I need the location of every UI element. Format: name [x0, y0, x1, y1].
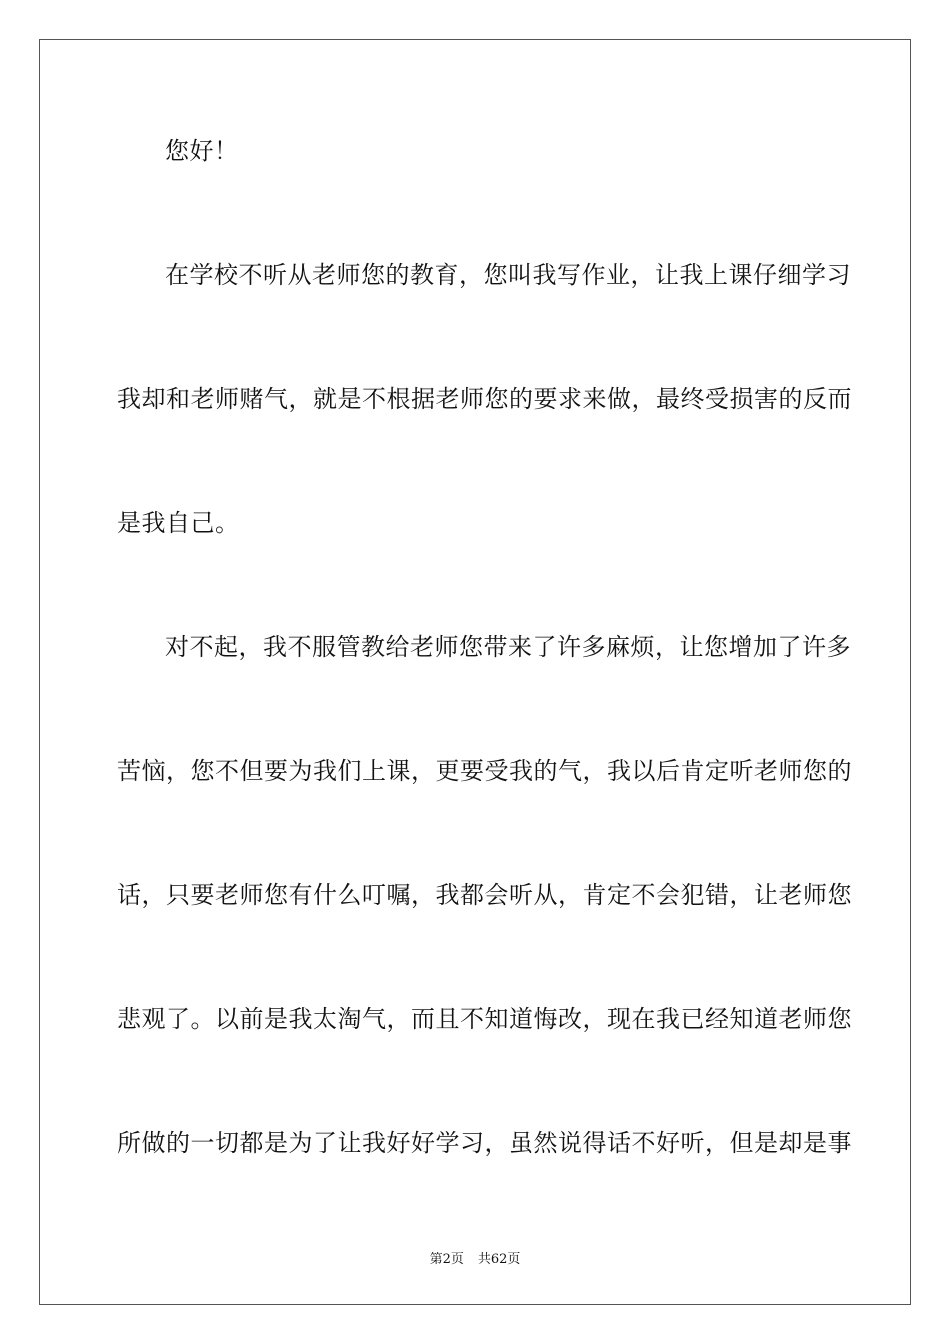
paragraph-2-line-2: 苦恼，您不但要为我们上课，更要受我的气，我以后肯定听老师您的 [117, 757, 852, 785]
page-total: 共62页 [477, 1252, 521, 1267]
paragraph-2-line-3: 话，只要老师您有什么叮嘱，我都会听从，肯定不会犯错，让老师您 [117, 881, 852, 909]
paragraph-1-line-2: 我却和老师赌气，就是不根据老师您的要求来做，最终受损害的反而 [117, 385, 852, 413]
greeting-line: 您好！ [165, 137, 239, 165]
paragraph-1-line-1: 在学校不听从老师您的教育，您叫我写作业，让我上课仔细学习 [165, 261, 851, 289]
page-number: 第2页 [429, 1252, 464, 1267]
paragraph-1-line-3: 是我自己。 [117, 509, 240, 537]
page-footer [0, 1248, 950, 1267]
paragraph-2-line-5: 所做的一切都是为了让我好好学习，虽然说得话不好听，但是却是事 [117, 1129, 852, 1157]
page-border [39, 39, 911, 1305]
paragraph-2-line-4: 悲观了。以前是我太淘气，而且不知道悔改，现在我已经知道老师您 [117, 1005, 852, 1033]
paragraph-2-line-1: 对不起，我不服管教给老师您带来了许多麻烦，让您增加了许多 [165, 633, 851, 661]
